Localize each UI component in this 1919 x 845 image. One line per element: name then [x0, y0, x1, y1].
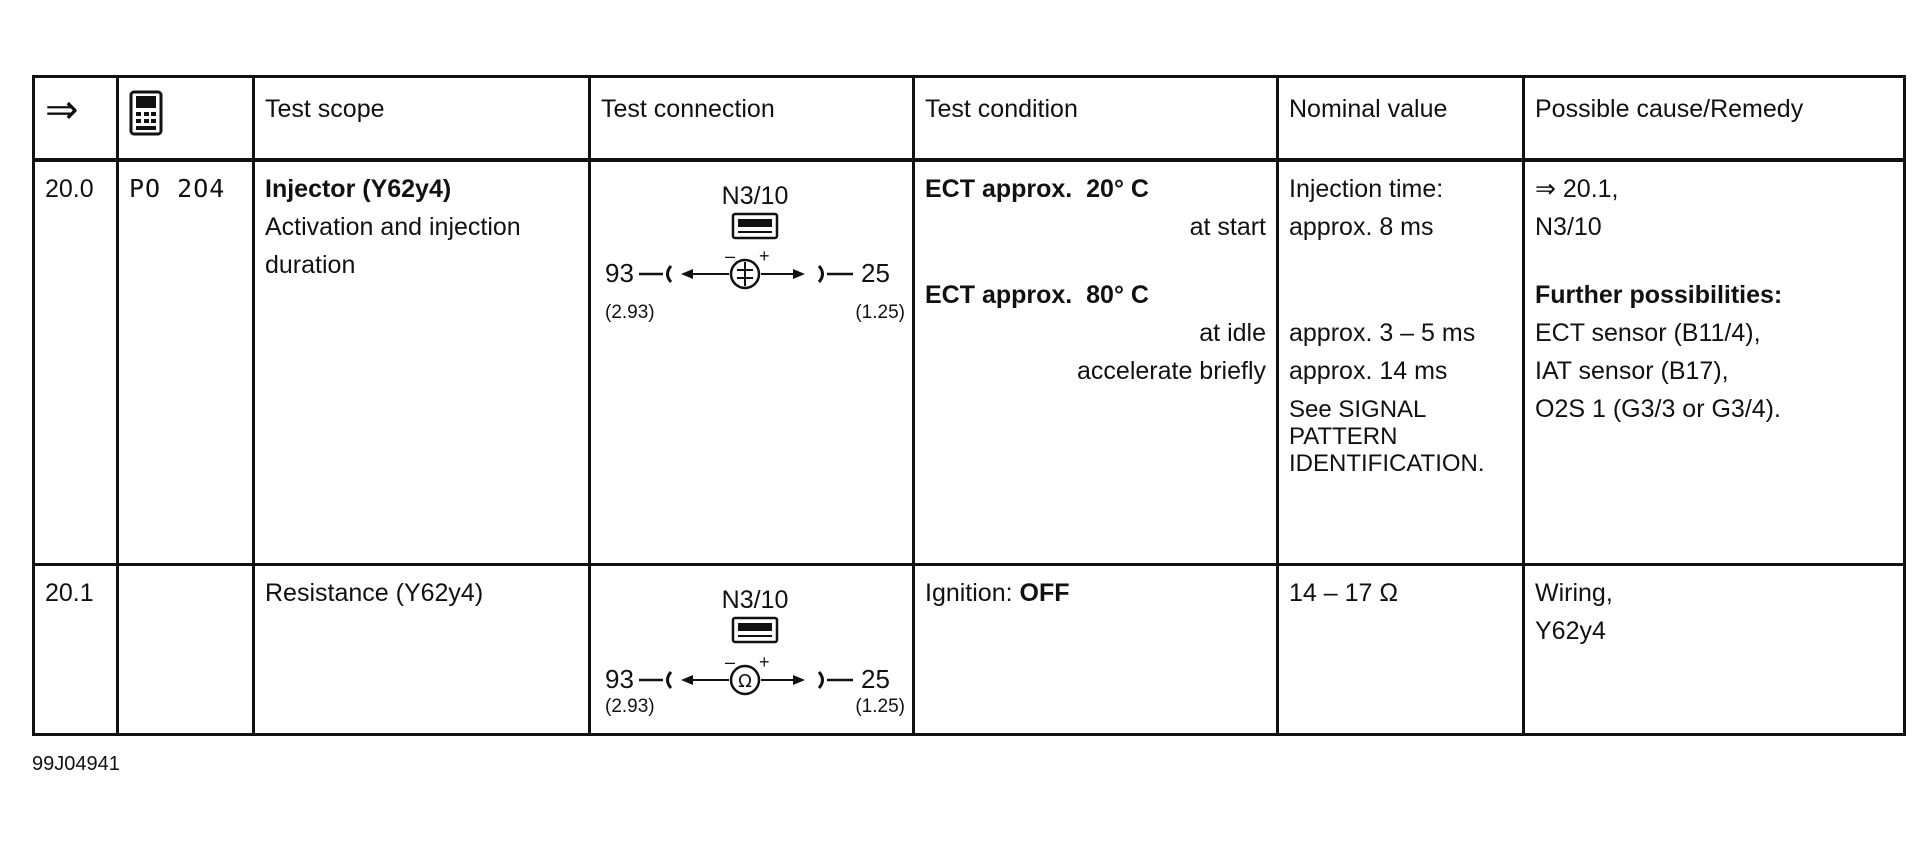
scope-line: Activation and injection	[265, 213, 521, 241]
fault-code: PO 2O4	[118, 160, 254, 564]
header-possible-cause: Possible cause/Remedy	[1524, 77, 1905, 161]
nominal-note: PATTERN	[1289, 423, 1398, 450]
test-scope-cell	[254, 160, 590, 564]
test-condition-cell	[914, 564, 1278, 734]
header-arrow: ⇒	[34, 77, 118, 161]
remedy-cell	[1524, 160, 1905, 564]
header-tester	[118, 77, 254, 161]
condition-label: Ignition:	[925, 578, 1013, 607]
nominal-line: Injection time:	[1289, 175, 1444, 203]
scope-line: duration	[265, 251, 356, 279]
injection-meter-icon	[731, 260, 759, 288]
table-row	[34, 160, 1905, 564]
scope-title: Injector (Y62y4)	[265, 175, 452, 203]
connection-diagram	[601, 170, 909, 330]
test-connection-cell	[590, 564, 914, 734]
test-condition-cell	[914, 160, 1278, 564]
plus-sign: +	[759, 246, 770, 266]
test-scope-cell: Resistance (Y62y4)	[254, 564, 590, 734]
right-pin-sub: (1.25)	[855, 302, 905, 323]
remedy-cell	[1524, 564, 1905, 734]
module-label: N3/10	[721, 182, 789, 210]
test-connection-cell	[590, 160, 914, 564]
left-pin-sub: (2.93)	[605, 695, 655, 717]
module-connector-icon	[733, 214, 777, 238]
header-test-condition: Test condition	[914, 77, 1278, 161]
remedy-line: Y62y4	[1535, 616, 1606, 645]
nominal-note: IDENTIFICATION.	[1289, 450, 1485, 477]
plus-sign: +	[759, 651, 770, 672]
right-pin-sub: (1.25)	[855, 695, 905, 717]
table-row	[34, 564, 1905, 734]
nominal-value-cell: 14 – 17 Ω	[1278, 564, 1524, 734]
left-pin: 93	[605, 663, 634, 694]
module-connector-icon	[733, 618, 777, 642]
condition-value: OFF	[1019, 578, 1070, 607]
fault-code	[118, 564, 254, 734]
tester-icon	[129, 90, 163, 136]
right-pin: 25	[861, 258, 890, 288]
minus-sign: –	[725, 651, 736, 672]
remedy-line: IAT sensor (B17),	[1535, 357, 1729, 385]
diagnostic-test-table	[32, 75, 1906, 736]
remedy-line: ⇒ 20.1,	[1535, 175, 1619, 203]
remedy-line: ECT sensor (B11/4),	[1535, 319, 1761, 347]
remedy-further: Further possibilities:	[1535, 281, 1783, 309]
minus-sign: –	[725, 246, 736, 266]
condition-at-start: at start	[1189, 213, 1266, 241]
condition-accelerate: accelerate briefly	[1077, 357, 1266, 385]
ohm-symbol: Ω	[738, 670, 752, 692]
condition-ect-80: ECT approx. 80° C	[925, 281, 1149, 309]
remedy-line: O2S 1 (G3/3 or G3/4).	[1535, 395, 1781, 423]
connection-diagram	[601, 574, 909, 724]
module-label: N3/10	[721, 585, 789, 614]
remedy-line: N3/10	[1535, 213, 1602, 241]
left-pin-sub: (2.93)	[605, 302, 655, 323]
header-nominal-value: Nominal value	[1278, 77, 1524, 161]
remedy-line: Wiring,	[1535, 578, 1613, 607]
right-pin: 25	[861, 663, 890, 694]
nominal-note: See SIGNAL	[1289, 396, 1427, 423]
nominal-value-cell	[1278, 160, 1524, 564]
left-pin: 93	[605, 258, 634, 288]
nominal-line: approx. 8 ms	[1289, 213, 1434, 241]
condition-ect-20: ECT approx. 20° C	[925, 175, 1149, 203]
nominal-line: approx. 3 – 5 ms	[1289, 319, 1476, 347]
step-number: 20.0	[34, 160, 118, 564]
condition-at-idle: at idle	[1199, 319, 1266, 347]
header-row	[34, 77, 1905, 161]
header-test-scope: Test scope	[254, 77, 590, 161]
nominal-line: approx. 14 ms	[1289, 357, 1448, 385]
step-number: 20.1	[34, 564, 118, 734]
figure-id: 99J04941	[32, 753, 120, 775]
header-test-connection: Test connection	[590, 77, 914, 161]
